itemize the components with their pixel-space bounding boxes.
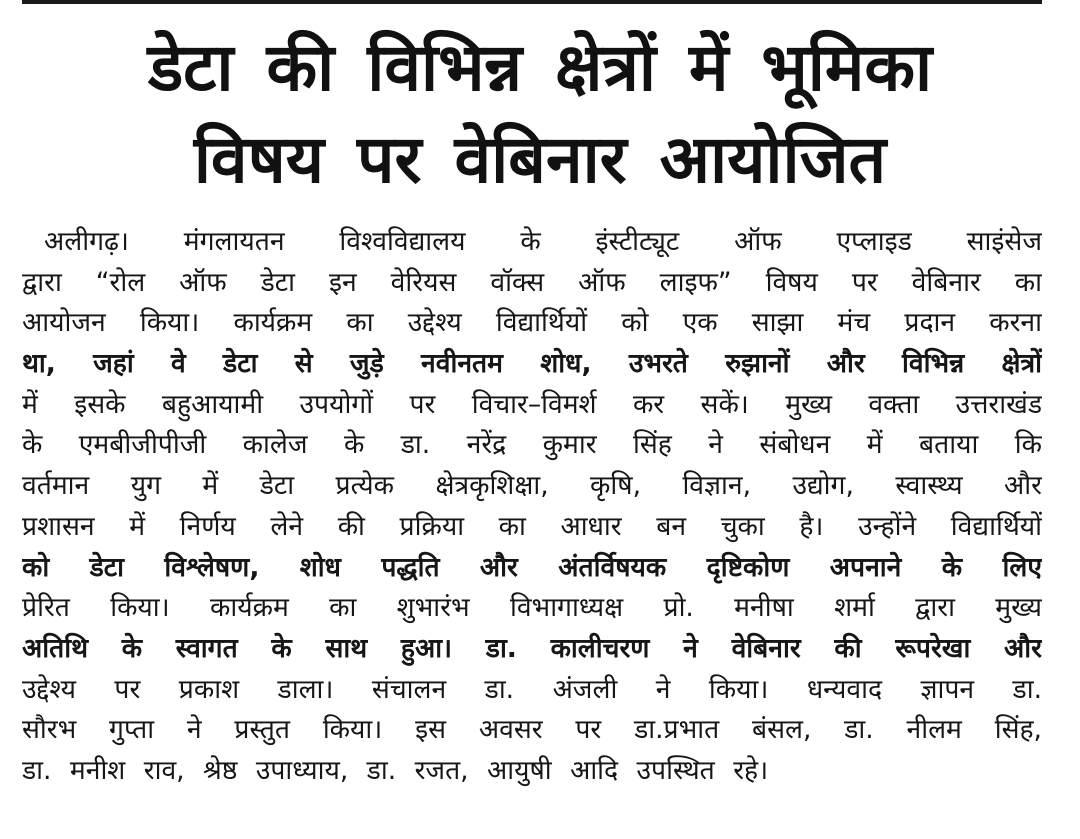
headline-line-2: विषय पर वेबिनार आयोजित xyxy=(193,121,887,198)
article-line: द्वारा “रोल ऑफ डेटा इन वेरियस वॉक्स ऑफ लाइफ” विषय पर वेबिनार का xyxy=(22,266,1042,298)
article-body xyxy=(22,222,1042,792)
article-line: प्रेरित किया। कार्यक्रम का शुभारंभ विभागाध्यक्ष प्रो. मनीषा शर्मा द्वारा मुख्य xyxy=(22,592,1042,624)
article-line: आयोजन किया। कार्यक्रम का उद्देश्य विद्यार्थियों को एक साझा मंच प्रदान करना xyxy=(22,307,1042,339)
article-line: था, जहां वे डेटा से जुड़े नवीनतम शोध, उभरते रुझानों और विभिन्न क्षेत्रों xyxy=(22,348,1042,380)
headline xyxy=(22,22,1058,206)
article-line: डा. मनीश राव, श्रेष्ठ उपाध्याय, डा. रजत, आयुषी आदि उपस्थित रहे। xyxy=(22,754,769,786)
article-line: सौरभ गुप्ता ने प्रस्तुत किया। इस अवसर पर डा.प्रभात बंसल, डा. नीलम सिंह, xyxy=(22,714,1042,746)
article-line: उद्देश्य पर प्रकाश डाला। संचालन डा. अंजली ने किया। धन्यवाद ज्ञापन डा. xyxy=(22,673,1042,705)
article-line: में इसके बहुआयामी उपयोगों पर विचार–विमर्श कर सकें। मुख्य वक्ता उत्तराखंड xyxy=(22,388,1042,420)
article-line: प्रशासन में निर्णय लेने की प्रक्रिया का आधार बन चुका है। उन्होंने विद्यार्थियों xyxy=(22,510,1042,542)
article-line: को डेटा विश्लेषण, शोध पद्धति और अंतर्विषयक दृष्टिकोण अपनाने के लिए xyxy=(22,551,1042,583)
article-line: वर्तमान युग में डेटा प्रत्येक क्षेत्रकृशिक्षा, कृषि, विज्ञान, उद्योग, स्वास्थ्य और xyxy=(22,470,1042,502)
article-line: अलीगढ़। मंगलायतन विश्वविद्यालय के इंस्टीट्यूट ऑफ एप्लाइड साइंसेज xyxy=(44,226,1042,257)
article-line: के एमबीजीपीजी कालेज के डा. नरेंद्र कुमार सिंह ने संबोधन में बताया कि xyxy=(22,429,1042,461)
headline-line-1: डेटा की विभिन्न क्षेत्रों में भूमिका xyxy=(147,29,933,106)
top-rule xyxy=(22,0,1042,4)
article-line: अतिथि के स्वागत के साथ हुआ। डा. कालीचरण ने वेबिनार की रूपरेखा और xyxy=(22,632,1042,664)
